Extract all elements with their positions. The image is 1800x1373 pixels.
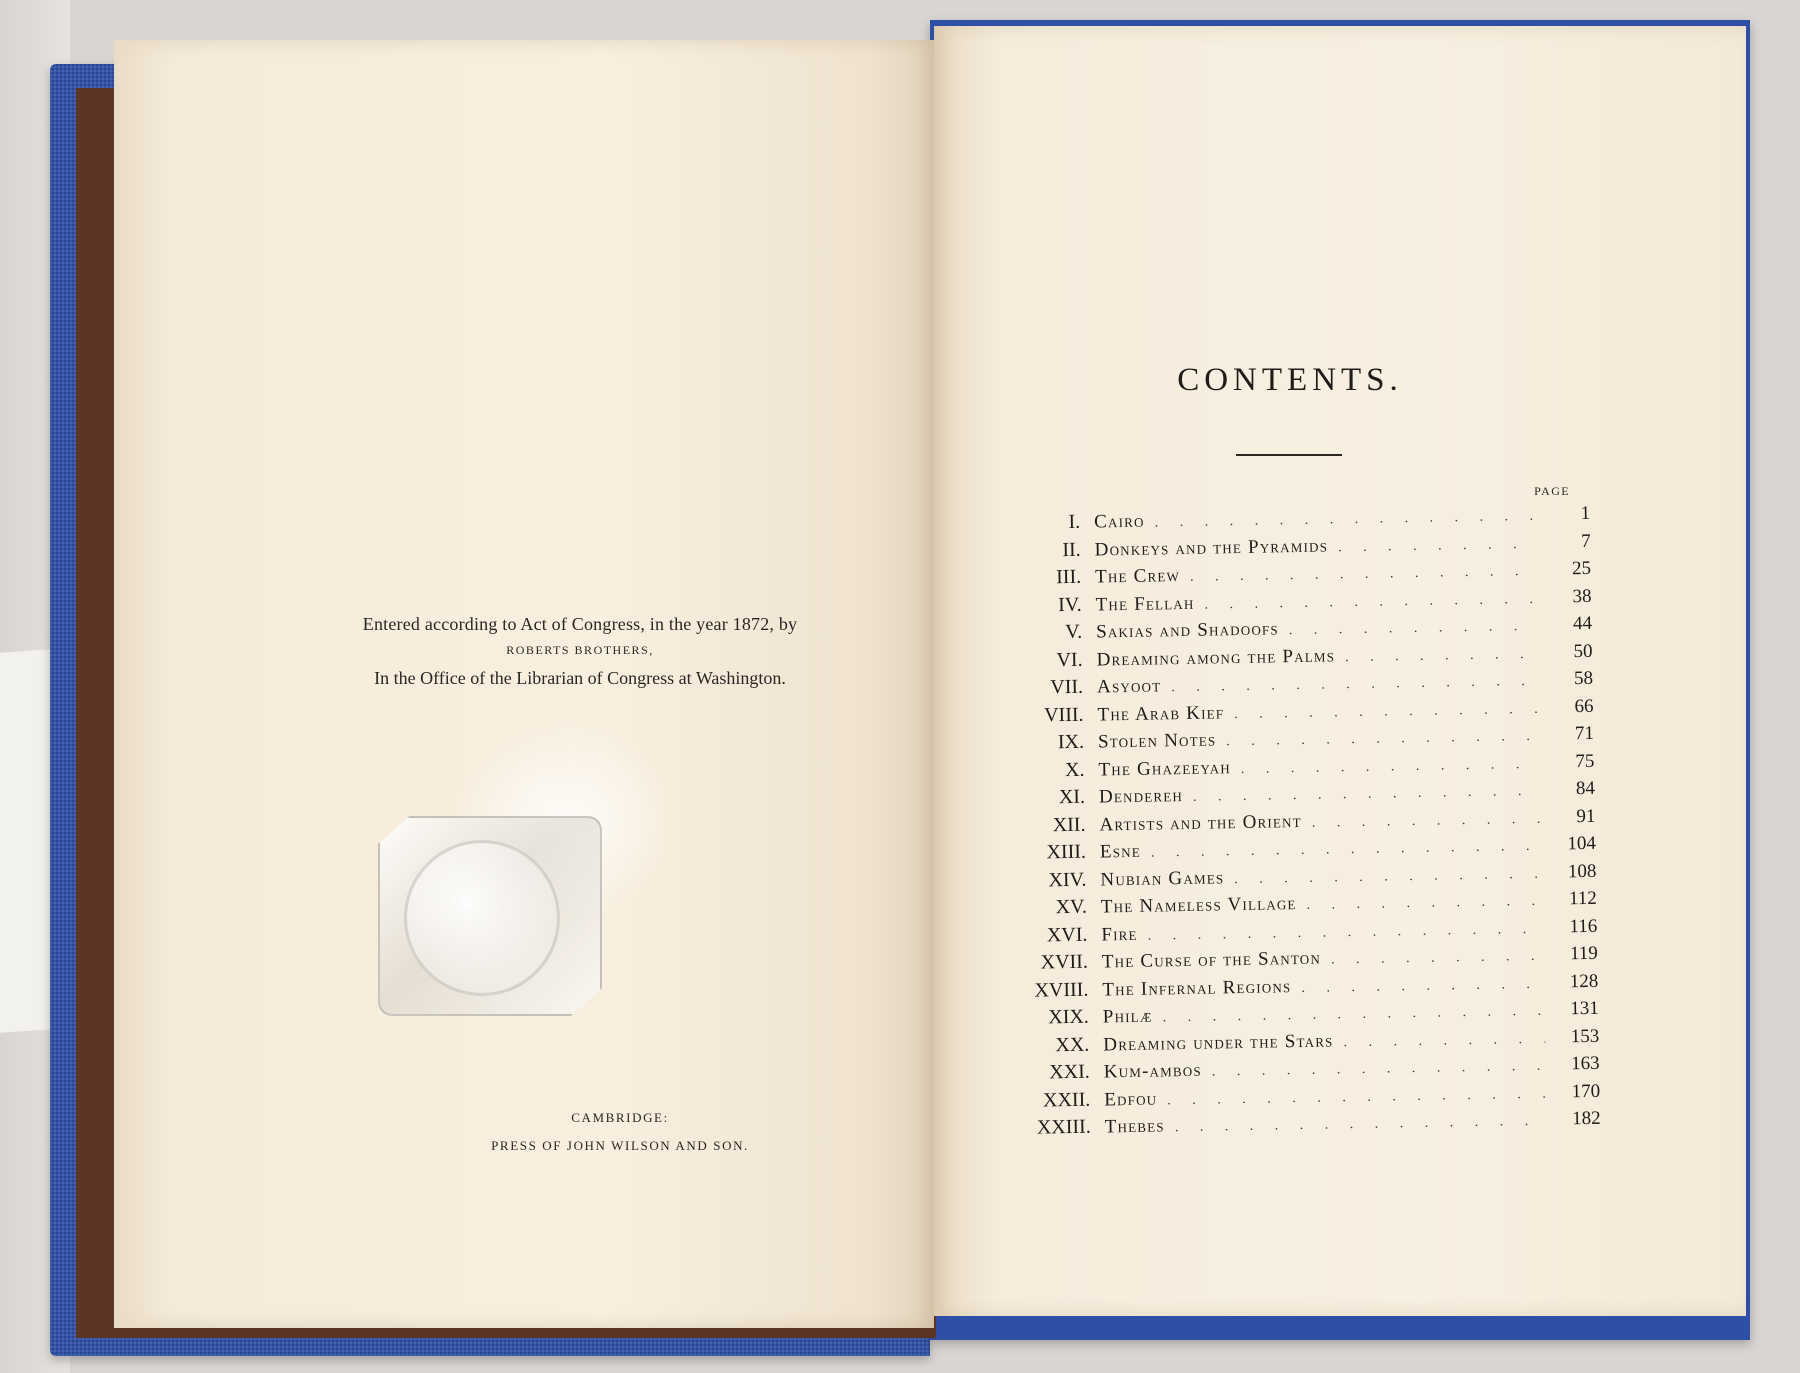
toc-leader-dots (1226, 729, 1540, 750)
toc-page-number: 108 (1567, 860, 1597, 882)
toc-chapter-title: Thebes (1104, 1115, 1165, 1138)
toc-leader-dots (1171, 674, 1539, 696)
toc-leader-dots (1151, 839, 1542, 862)
toc-leader-dots (1241, 756, 1541, 777)
glass-paperweight-inner (404, 840, 560, 996)
toc-page-number: 25 (1571, 557, 1592, 580)
toc-chapter-number: VIII. (1043, 703, 1084, 726)
toc-page-number: 38 (1572, 585, 1592, 607)
toc-chapter-number: X. (1064, 758, 1085, 781)
toc-chapter-number: II. (1062, 538, 1081, 561)
toc-page-number: 50 (1573, 640, 1593, 662)
toc-chapter-title: The Nameless Village (1100, 893, 1297, 918)
toc-page-number: 75 (1575, 750, 1595, 772)
toc-chapter-number: XVI. (1046, 923, 1088, 946)
toc-chapter-title: Dendereh (1098, 785, 1184, 808)
toc-chapter-number: VI. (1056, 648, 1083, 671)
toc-page-number: 44 (1572, 612, 1593, 635)
toc-page-number: 128 (1569, 970, 1599, 992)
imprint-line-3: In the Office of the Librarian of Congress at Washington. (374, 668, 786, 688)
toc-chapter-number: III. (1055, 565, 1082, 589)
toc-leader-dots (1234, 701, 1540, 722)
toc-chapter-number: XII. (1052, 813, 1086, 836)
toc-chapter-title: The Crew (1094, 565, 1181, 588)
toc-page-number: 112 (1568, 887, 1598, 910)
toc-chapter-title: Fire (1101, 923, 1138, 945)
toc-page-number: 119 (1569, 942, 1598, 965)
toc-chapter-number: XVIII. (1034, 978, 1089, 1002)
toc-page-number: 91 (1576, 805, 1596, 827)
table-of-contents (1010, 502, 1601, 1145)
page-fold-shadow (114, 40, 174, 1328)
toc-chapter-number: XXI. (1049, 1060, 1090, 1084)
toc-page-number: 71 (1574, 722, 1595, 745)
toc-leader-dots (1306, 894, 1543, 914)
toc-chapter-number: IX. (1057, 730, 1085, 754)
colophon (420, 1104, 820, 1160)
toc-page-number: 163 (1571, 1052, 1600, 1075)
toc-page-number: 7 (1580, 530, 1591, 552)
toc-chapter-title: Dreaming among the Palms (1096, 644, 1336, 671)
toc-leader-dots (1343, 1031, 1545, 1051)
toc-leader-dots (1338, 536, 1537, 555)
toc-chapter-title: Stolen Notes (1097, 729, 1217, 753)
toc-chapter-title: Asyoot (1096, 675, 1162, 698)
publisher-name: ROBERTS BROTHERS, (506, 643, 654, 657)
toc-leader-dots (1148, 921, 1544, 944)
toc-page-number: 66 (1574, 695, 1594, 717)
toc-page-number: 153 (1570, 1025, 1600, 1047)
toc-chapter-title: The Fellah (1095, 592, 1195, 616)
toc-chapter-title: The Infernal Regions (1102, 975, 1292, 1000)
toc-chapter-number: I. (1068, 510, 1081, 533)
toc-chapter-title: Artists and the Orient (1099, 810, 1302, 835)
toc-chapter-number: XIII. (1046, 840, 1087, 864)
toc-page-number: 131 (1570, 997, 1599, 1020)
contents-heading: CONTENTS. (1177, 362, 1403, 398)
toc-leader-dots (1312, 811, 1542, 831)
colophon-press: PRESS OF JOHN WILSON AND SON. (491, 1138, 749, 1153)
toc-leader-dots (1289, 619, 1539, 639)
toc-leader-dots (1155, 509, 1537, 532)
toc-page-number: 58 (1573, 667, 1594, 690)
toc-page-number: 104 (1567, 832, 1597, 855)
toc-chapter-number: XIX. (1048, 1005, 1090, 1029)
heading-rule (1236, 454, 1342, 456)
toc-chapter-number: XIV. (1048, 868, 1087, 891)
colophon-place: CAMBRIDGE: (571, 1110, 669, 1125)
toc-chapter-number: XV. (1055, 895, 1088, 919)
glass-paperweight (378, 816, 602, 1016)
toc-chapter-number: XX. (1055, 1033, 1090, 1056)
page-column-label: PAGE (1534, 484, 1570, 498)
toc-page-number: 1 (1580, 502, 1591, 525)
copyright-imprint (300, 614, 860, 689)
toc-leader-dots (1234, 866, 1542, 887)
toc-leader-dots (1212, 1059, 1546, 1081)
toc-leader-dots (1193, 784, 1541, 806)
toc-chapter-title: Esne (1099, 840, 1142, 863)
toc-chapter-title: The Ghazeeyah (1098, 756, 1232, 780)
toc-leader-dots (1204, 591, 1537, 613)
toc-chapter-number: XI. (1058, 785, 1086, 809)
toc-page-number: 170 (1571, 1080, 1601, 1102)
toc-chapter-title: Dreaming under the Stars (1103, 1029, 1334, 1055)
toc-leader-dots (1190, 564, 1537, 586)
toc-page-number: 84 (1575, 777, 1596, 800)
toc-chapter-title: Cairo (1094, 510, 1145, 533)
toc-page-number: 116 (1569, 915, 1598, 937)
toc-leader-dots (1345, 646, 1539, 665)
toc-chapter-title: Donkeys and the Pyramids (1094, 534, 1329, 561)
toc-chapter-title: Kum-ambos (1103, 1059, 1203, 1083)
toc-chapter-number: XVII. (1040, 950, 1089, 974)
toc-chapter-title: The Curse of the Santon (1101, 947, 1322, 973)
toc-chapter-title: Sakias and Shadoofs (1095, 618, 1279, 643)
toc-leader-dots (1175, 1114, 1547, 1136)
toc-page-number: 182 (1571, 1107, 1601, 1130)
toc-chapter-number: XXII. (1042, 1088, 1091, 1112)
toc-chapter-number: V. (1065, 620, 1083, 644)
toc-leader-dots (1167, 1086, 1546, 1109)
toc-leader-dots (1331, 949, 1544, 969)
toc-chapter-title: The Arab Kief (1097, 701, 1225, 726)
toc-chapter-number: VII. (1050, 675, 1084, 699)
toc-chapter-number: XXIII. (1036, 1115, 1091, 1139)
imprint-line-1: Entered according to Act of Congress, in the year 1872, by (362, 614, 798, 634)
toc-chapter-title: Edfou (1104, 1088, 1158, 1110)
toc-leader-dots (1163, 1004, 1545, 1027)
toc-leader-dots (1301, 976, 1544, 996)
toc-chapter-title: Philæ (1102, 1005, 1153, 1028)
toc-chapter-title: Nubian Games (1100, 866, 1225, 890)
toc-chapter-number: IV. (1057, 593, 1082, 616)
